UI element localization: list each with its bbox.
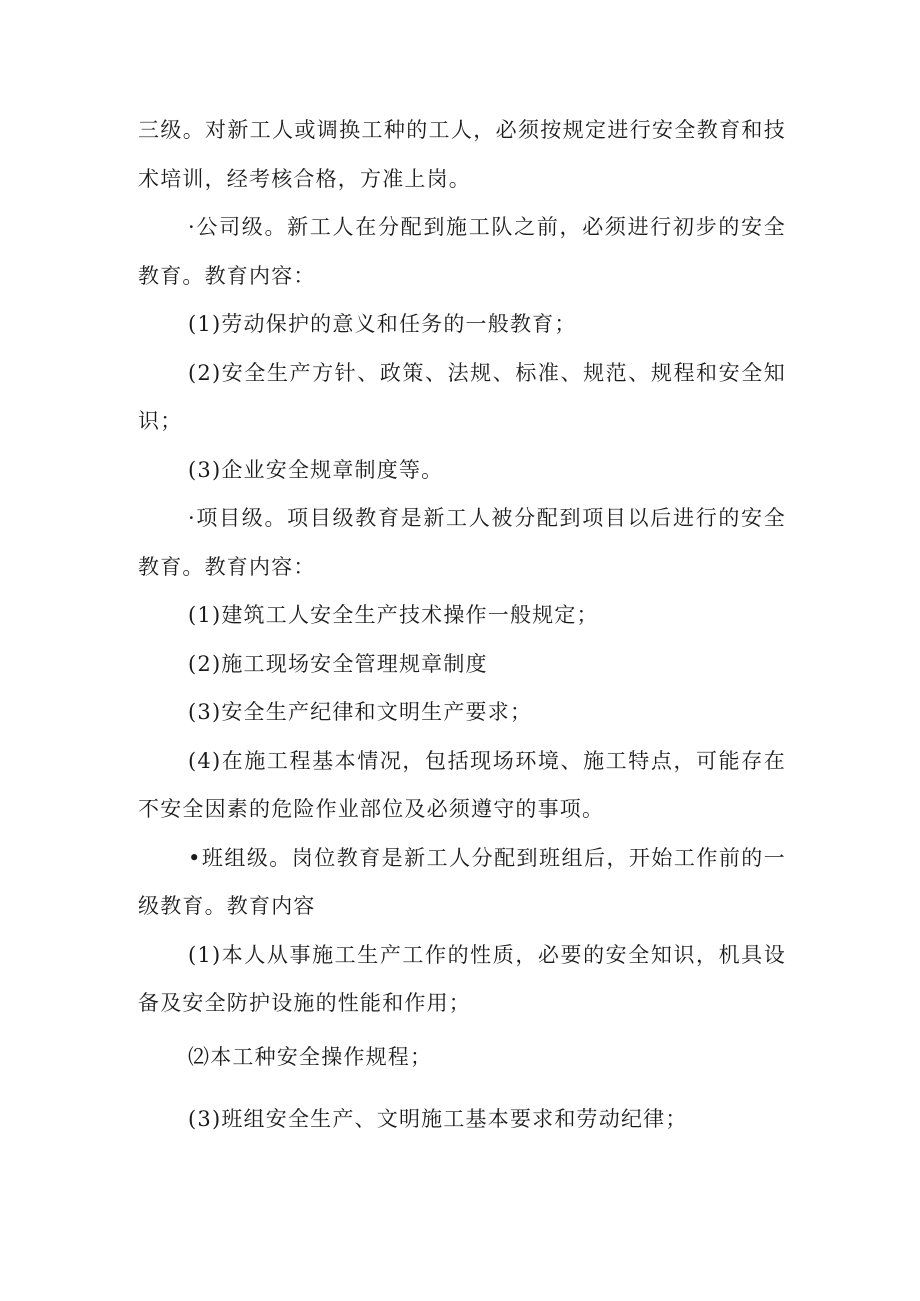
list-item-project-4: (4)在施工程基本情况，包括现场环境、施工特点，可能存在不安全因素的危险作业部位及必须遵守的事项。 [138, 748, 786, 821]
paragraph-project-level: ·项目级。项目级教育是新工人被分配到项目以后进行的安全教育。教育内容： [138, 506, 786, 579]
list-item-project-3: (3)安全生产纪律和文明生产要求； [188, 700, 533, 724]
list-item-company-3: (3)企业安全规章制度等。 [188, 457, 444, 482]
paragraph-intro: 三级。对新工人或调换工种的工人，必须按规定进行安全教育和技术培训，经考核合格，方准上岗。 [138, 118, 786, 191]
list-item-team-1: (1)本人从事施工生产工作的性质，必要的安全知识，机具设备及安全防护设施的性能和作用； [138, 942, 786, 1015]
document-page [138, 106, 786, 1144]
list-item-project-1: (1)建筑工人安全生产技术操作一般规定； [188, 603, 599, 627]
list-item-team-3: (3)班组安全生产、文明施工基本要求和劳动纪律； [188, 1107, 688, 1131]
list-item-company-1: (1)劳动保护的意义和任务的一般教育； [188, 312, 577, 336]
list-item-project-2: (2)施工现场安全管理规章制度 [188, 651, 488, 676]
paragraph-team-level: •班组级。岗位教育是新工人分配到班组后，开始工作前的一级教育。教育内容 [138, 845, 786, 918]
list-item-company-2: (2)安全生产方针、政策、法规、标准、规范、规程和安全知识； [138, 360, 786, 433]
paragraph-company-level: ·公司级。新工人在分配到施工队之前，必须进行初步的安全教育。教育内容： [138, 215, 786, 288]
list-item-team-2: ⑵本工种安全操作规程； [188, 1044, 433, 1069]
